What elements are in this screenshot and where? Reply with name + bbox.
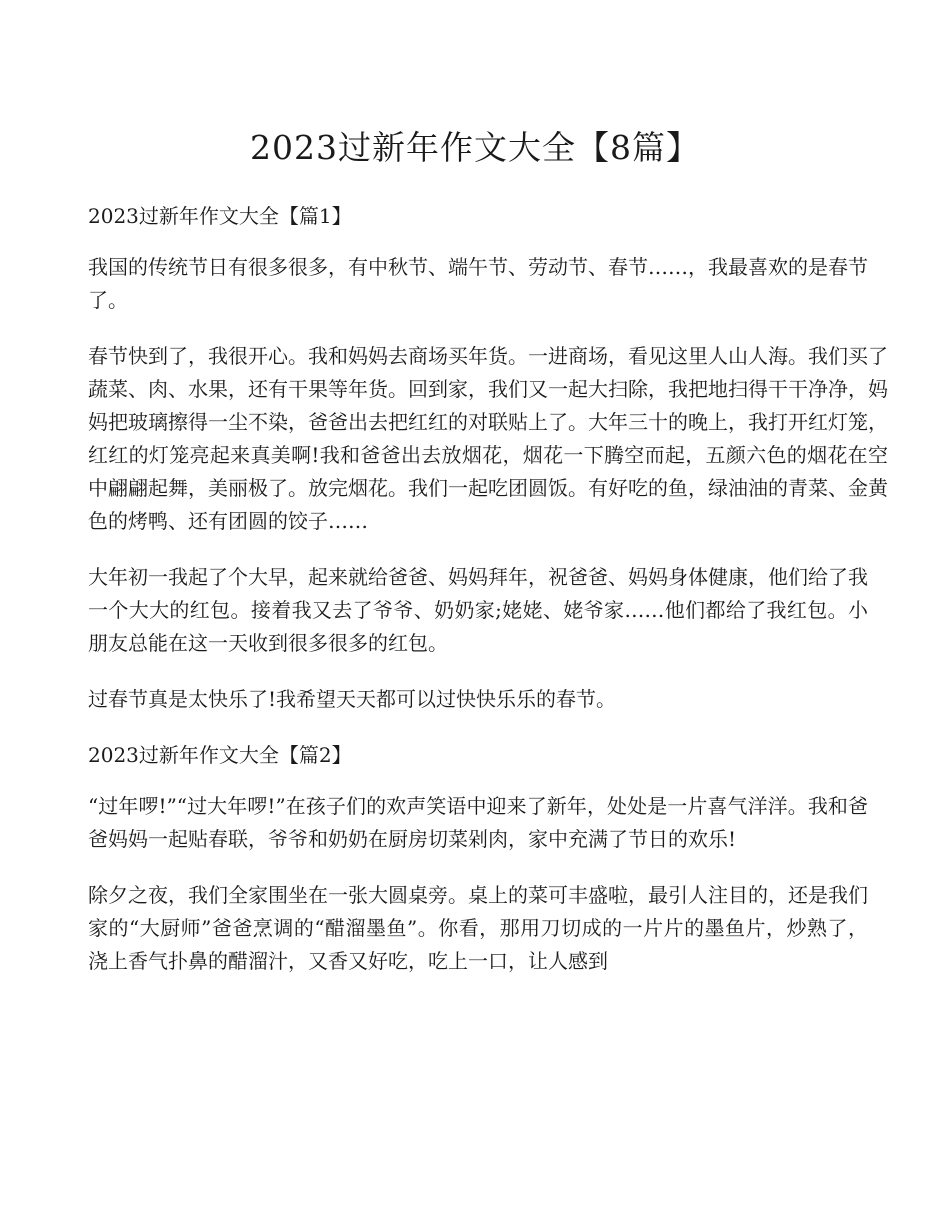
document-body (88, 200, 888, 1001)
section-heading-2: 2023过新年作文大全【篇2】 (88, 743, 352, 767)
paragraph: 我国的传统节日有很多很多，有中秋节、端午节、劳动节、春节……，我最喜欢的是春节了。 (88, 255, 868, 312)
paragraph: 大年初一我起了个大早，起来就给爸爸、妈妈拜年，祝爸爸、妈妈身体健康，他们给了我一个大大的红包。接着我又去了爷爷、奶奶家;姥姥、姥爷家……他们都给了我红包。小朋友总能在这一天收到很多很多的红包。 (88, 565, 868, 655)
paragraph: 过春节真是太快乐了!我希望天天都可以过快快乐乐的春节。 (88, 687, 617, 711)
paragraph: 除夕之夜，我们全家围坐在一张大圆桌旁。桌上的菜可丰盛啦，最引人注目的，还是我们家的“大厨师”爸爸烹调的“醋溜墨鱼”。你看，那用刀切成的一片片的墨鱼片，炒熟了，浇上香气扑鼻的醋溜汁，又香又好吃，吃上一口，让人感到 (88, 883, 868, 973)
section-heading-1: 2023过新年作文大全【篇1】 (88, 204, 352, 228)
paragraph: “过年啰!”“过大年啰!”在孩子们的欢声笑语中迎来了新年，处处是一片喜气洋洋。我和爸爸妈妈一起贴春联，爷爷和奶奶在厨房切菜剁肉，家中充满了节日的欢乐! (88, 794, 868, 851)
document-title: 2023过新年作文大全【8篇】 (250, 128, 700, 167)
paragraph: 春节快到了，我很开心。我和妈妈去商场买年货。一进商场，看见这里人山人海。我们买了蔬菜、肉、水果，还有干果等年货。回到家，我们又一起大扫除，我把地扫得干干净净，妈妈把玻璃擦得一尘不染，爸爸出去把红红的对联贴上了。大年三十的晚上，我打开红灯笼，红红的灯笼亮起来真美啊!我和爸爸出去放烟花，烟花一下腾空而起，五颜六色的烟花在空中翩翩起舞，美丽极了。放完烟花。我们一起吃团圆饭。有好吃的鱼，绿油油的青菜、金黄色的烤鸭、还有团圆的饺子…… (88, 344, 888, 533)
